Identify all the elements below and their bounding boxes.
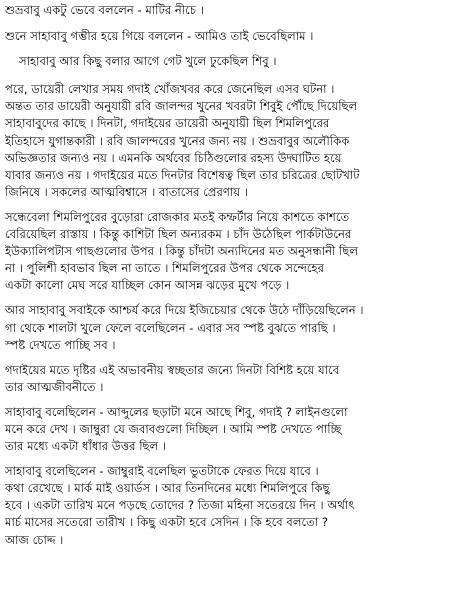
text-line: কথা রেখেছে । মার্ক মাই ওয়ার্ডস । আর তিনদিনের মধ্যে শিমলিপুরে কিছু (5, 481, 330, 496)
paragraph-sahababu-stands (5, 302, 453, 353)
paragraph-abduls-rhyme (5, 404, 453, 455)
text-line: স্পষ্ট দেখতে পাচ্ছি সব । (5, 337, 116, 352)
text-line: তার মধ্যে একটা ধাঁধার উত্তর ছিল । (5, 439, 167, 454)
text-line: আজ চোদ্দ । (5, 532, 64, 547)
paragraph-gadai-diary (5, 81, 453, 201)
text-line: সন্ধেবেলা শিমলিপুরের বুড়োরা রোজকার মতই কম্ফর্টার নিয়ে কাশতে কাশতে (5, 209, 350, 224)
text-line: না । পুলিশী হাবভাব ছিল না তাতে । শিমলিপুরের উপর থেকে সন্দেহের (5, 261, 325, 276)
paragraph-jambura-promise (5, 463, 453, 548)
text-line: আর সাহাবাবু সবাইকে আশ্চর্য করে দিয়ে ইজিচেয়ার থেকে উঠে দাঁড়িয়েছিলেন । (5, 303, 364, 318)
text-line: ইতিহাসে যুগান্তকারী । রবি জালন্দরের খুনের জন্য নয় । শুভ্রবাবুর অলৌকিক (5, 133, 350, 148)
text-line: শুভ্রবাবু একটু ভেবে বললেন - মাটির নীচে । (5, 3, 204, 17)
text-line: অন্তত তার ডায়েরী অনুযায়ী রবি জালন্দর খুনের খবরটা শিবুই পৌঁছে দিয়েছিল (5, 99, 358, 114)
text-line: জিনিষে । সকলের আত্মবিশ্বাসে । বাতাসের প্রেরণায় । (5, 184, 248, 199)
text-line: গদাইয়ের মতে দৃষ্টির এই অভাবনীয় স্বচ্ছতার জন্যে দিনটা বিশিষ্ট হয়ে যাবে (5, 362, 340, 377)
text-line: শুনে সাহাবাবু গম্ভীর হয়ে গিয়ে বললেন - আমিও তাই ভেবেছিলাম । (5, 29, 314, 44)
text-line: যাবার জন্যও নয় । গদাইয়ের মতে দিনটার বিশেষত্ব ছিল তার চরিত্রের ছোটখাট (5, 167, 360, 182)
text-line: গা থেকে শালটা খুলে ফেলে বলেছিলেন - এবার সব স্পষ্ট বুঝতে পারছি । (5, 320, 336, 335)
paragraph-sahababu-response (5, 28, 453, 45)
text-line: মার্চ মাসের সতেরো তারীখ । কিছু একটা হবে সেদিন । কি হবে বলতো ? (5, 515, 329, 530)
paragraph-clarity-of-vision (5, 362, 453, 396)
paragraph-shubhrababu-reply (5, 2, 453, 19)
paragraph-shibu-enters (5, 53, 453, 70)
text-line: একটা কালো মেঘ সরে যাচ্ছিল কোন আসন্ন ঝড়ের মুখে পড়ে । (5, 278, 290, 293)
paragraph-evening-shimlipur (5, 209, 453, 294)
text-line: সাহাবাবু বলেছিলেন - জাম্বুরাই বলেছিল ভুতটাকে ফেরত দিয়ে যাবে । (5, 464, 319, 479)
text-line: মনে করে দেখ । জাম্বুরা যে জবাবগুলো দিচ্ছিল । আমি স্পষ্ট দেখতে পাচ্ছি (5, 421, 342, 436)
text-line: পরে, ডায়েরী লেখার সময় গদাই খোঁজখবর করে জেনেছিল এসব ঘটনা । (5, 82, 335, 97)
text-line: অভিজ্ঞতার জন্যও নয় । এমনকি অর্থবের চিঠিগুলোর রহস্য উদ্ঘাটিত হয়ে (5, 150, 342, 165)
text-line: তার আত্মজীবনীতে । (5, 379, 104, 394)
text-line: সাহাবাবু আর কিছু বলার আগে গেট খুলে ঢুকেছিল শিবু । (19, 54, 277, 69)
text-line: ইউক্যালিপটাস গাছগুলোর উপর । কিন্তু চাঁদটা অন্যদিনের মত অনুসন্ধানী ছিল (5, 244, 358, 259)
text-line: সাহাবাবুদের কাছে । দিনটা, গদাইয়ের ডায়েরী অনুযায়ী ছিল শিমলিপুরের (5, 116, 330, 131)
text-line: বেরিয়েছিল রাস্তায় । কিন্তু কাশিটা ছিল অন্যরকম । চাঁদ উঠেছিল পার্কটাউনের (5, 227, 352, 242)
text-line: হবে । একটা তারিখ মনে পড়ছে তোদের ? তিজা মহিনা সতেরয়ে দিন । অর্থাৎ (5, 498, 355, 513)
text-line: সাহাবাবু বলেছিলেন - আব্দুলের ছড়াটা মনে আছে শিবু, গদাই ? লাইনগুলো (5, 404, 348, 419)
